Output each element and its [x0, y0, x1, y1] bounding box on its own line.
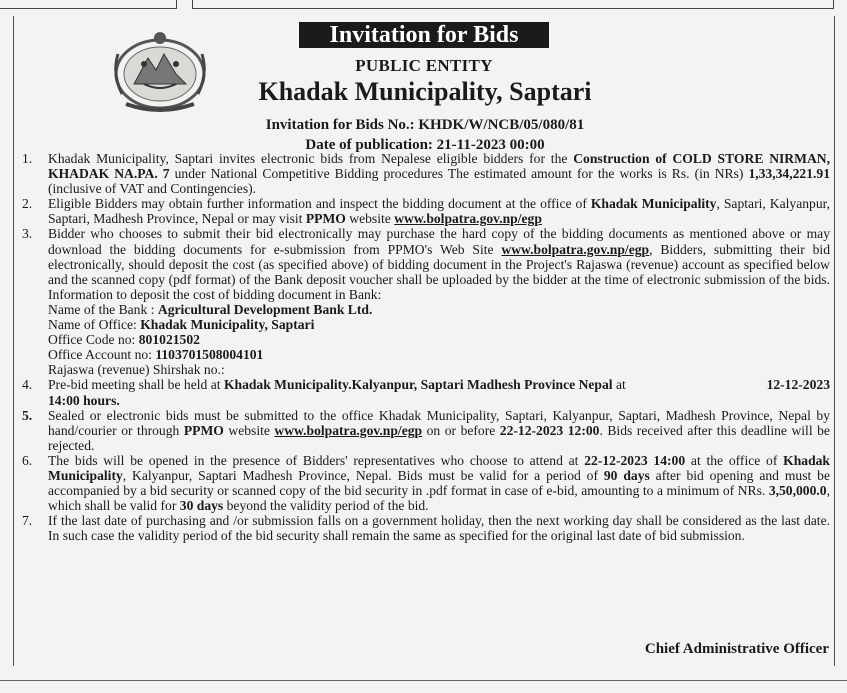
list-item: 6. The bids will be opened in the presence of Bidders' representatives who choose to attend at 22-12-2023 14:00 at the office of Khadak Municipality, Kalyanpur, Saptari Madhesh Province, Nepal. Bids must be valid for a period of 90 days after bid opening and must be accompanied by a bid security or scanned copy of the bid security in .pdf format in case of e-bid, amounting to a minimum of NRs. 3,50,000.0, which shall be valid for 30 days beyond the validity period of the bid.	[22, 452, 830, 514]
prebid-time: 14:00 hours.	[48, 392, 120, 408]
list-item: 7. If the last date of purchasing and /or submission falls on a government holiday, then the next working day shall be considered as the last date. In such case the validity period of the bid security shall remain the same as specified for the original last date of bid submission.	[22, 513, 830, 544]
office-code-row: Office Code no: 801021502	[48, 332, 200, 348]
shirshak-row: Rajaswa (revenue) Shirshak no.:	[48, 362, 225, 378]
bank-name-row: Name of the Bank : Agricultural Development Bank Ltd.	[48, 301, 373, 317]
bottom-rule	[0, 680, 847, 681]
top-rule-left	[0, 0, 177, 9]
municipality-name: Khadak Municipality, Saptari	[258, 77, 592, 106]
entity-type: PUBLIC ENTITY	[355, 56, 493, 75]
list-item: 5. Sealed or electronic bids must be submitted to the office Khadak Municipality, Saptari, Kalyanpur, Saptari, Madhesh Province, Nepal by hand/courier or through PPMO website www.bolpatra.gov.np/egp on or before 22-12-2023 12:00. Bids received after this deadline will be rejected.	[22, 407, 830, 453]
list-item: 2. Eligible Bidders may obtain further information and inspect the bidding document at the office of Khadak Municipality, Saptari, Kalyanpur, Saptari, Madhesh Province, Nepal or may visit PPMO website www.bolpatra.gov.np/egp	[22, 196, 831, 227]
notice-body	[18, 151, 830, 543]
bolpatra-link[interactable]: www.bolpatra.gov.np/egp	[394, 211, 542, 227]
list-item: 4. Pre-bid meeting shall be held at Khadak Municipality.Kalyanpur, Saptari Madhesh Province Nepal at 12-12-2023 14:00 hours.	[22, 377, 830, 408]
ifb-number: Invitation for Bids No.: KHDK/W/NCB/05/080/81	[265, 117, 585, 133]
list-item: 3. Bidder who chooses to submit their bid electronically may purchase the hard copy of the bidding documents as mentioned above or may download the bidding documents for e-submission from PPMO's Web Site www.bolpatra.gov.np/egp, Bidders, submitting their bid electronically, should deposit the cost (as specified above) of bidding document in the Project's Rajaswa (revenue) account as specified below and the scanned copy (pdf format) of the Bank deposit voucher shall be uploaded by the bidder at the time of electronic submission of the bids. Information to deposit the cost of bidding document in Bank: Name of the Bank : Agricultural Development Bank Ltd. Name of Office: Khadak Municipality, Saptari Office Code no: 801021502 Office Account no: 1103701508004101 Rajaswa (revenue) Shirshak no.:	[22, 226, 831, 378]
prebid-date: 12-12-2023	[766, 377, 830, 393]
bolpatra-link[interactable]: www.bolpatra.gov.np/egp	[501, 241, 650, 257]
list-item: 1. Khadak Municipality, Saptari invites electronic bids from Nepalese eligible bidders for the Construction of COLD STORE NIRMAN, KHADAK NA.PA. 7 under National Competitive Bidding procedures The estimated amount for the works is Rs. (in NRs) 1,33,34,221.91 (inclusive of VAT and Contingencies).	[22, 151, 830, 197]
publication-date: Date of publication: 21-11-2023 00:00	[305, 137, 545, 153]
top-rule-right	[192, 0, 834, 9]
notice-title: Invitation for Bids	[299, 22, 549, 48]
office-name-row: Name of Office: Khadak Municipality, Saptari	[48, 317, 315, 333]
account-no-row: Office Account no: 1103701508004101	[48, 347, 264, 363]
signature-title: Chief Administrative Officer	[644, 641, 829, 657]
bolpatra-link[interactable]: www.bolpatra.gov.np/egp	[274, 422, 423, 438]
